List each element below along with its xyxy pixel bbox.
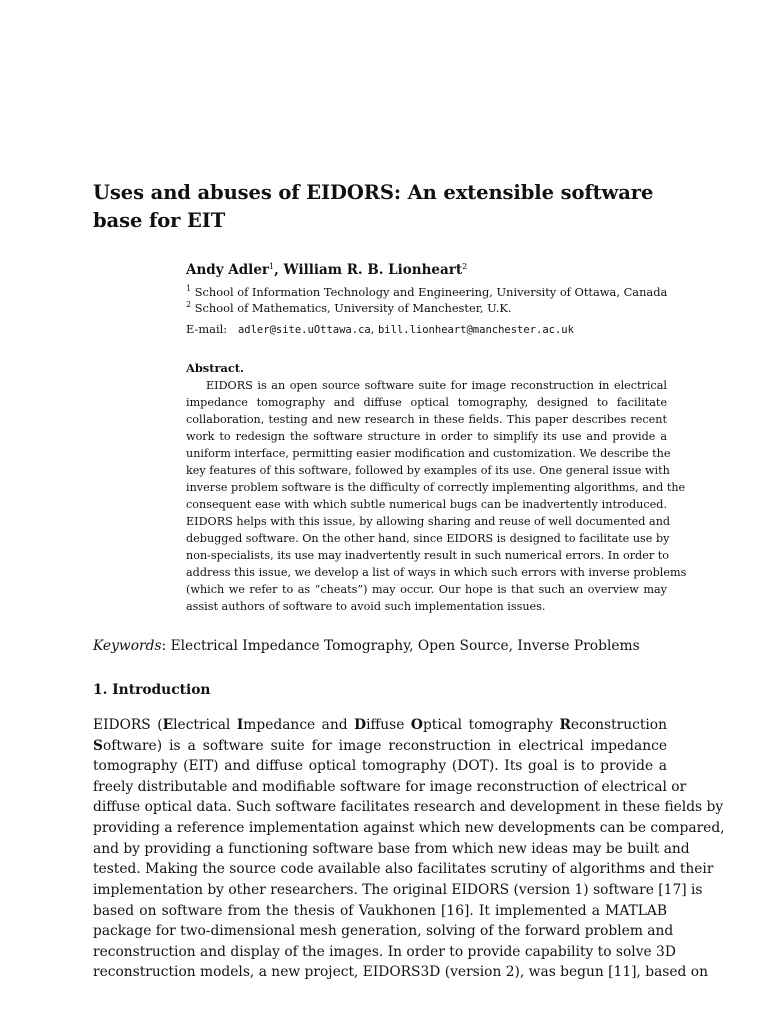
affiliation bbox=[186, 284, 667, 300]
author-name: William R. B. Lionheart bbox=[283, 262, 463, 278]
acronym-letter: R bbox=[559, 717, 571, 733]
acronym-letter: O bbox=[410, 717, 423, 733]
keywords-label: Keywords bbox=[93, 638, 162, 654]
title-line: Uses and abuses of EIDORS: An extensible software bbox=[93, 181, 654, 204]
abstract-line: EIDORS is an open source software suite for image reconstruction in electrical bbox=[206, 379, 667, 392]
email-line bbox=[186, 321, 574, 338]
text-run: oftware) is a software suite for image reconstruction in electrical impedance bbox=[102, 738, 667, 754]
abstract-line: collaboration, testing and new research in these fields. This paper describes recent bbox=[186, 413, 667, 426]
paper-title bbox=[93, 179, 683, 235]
text-run: iffuse bbox=[366, 717, 411, 733]
acronym-letter: D bbox=[354, 717, 367, 733]
abstract-line: work to redesign the software structure in order to simplify its use and provide a bbox=[186, 430, 667, 443]
intro-line bbox=[93, 715, 667, 736]
intro-line: tomography (EIT) and diffuse optical tomography (DOT). Its goal is to provide a bbox=[93, 758, 667, 774]
acronym-letter: S bbox=[93, 738, 103, 754]
intro-line: freely distributable and modifiable software for image reconstruction of electrical or bbox=[93, 779, 687, 795]
text-run: mpedance and bbox=[243, 717, 355, 733]
abstract-line: key features of this software, followed by examples of its use. One general issue with bbox=[186, 464, 670, 477]
keywords-text: : Electrical Impedance Tomography, Open Source, Inverse Problems bbox=[161, 638, 640, 654]
abstract-line: inverse problem software is the difficulty of correctly implementing algorithms, and the bbox=[186, 481, 686, 494]
section-heading: 1. Introduction bbox=[93, 682, 211, 698]
intro-line: diffuse optical data. Such software facilitates research and development in these fields by bbox=[93, 799, 724, 815]
intro-line bbox=[93, 736, 667, 757]
abstract-line: debugged software. On the other hand, since EIDORS is designed to facilitate use by bbox=[186, 532, 670, 545]
affiliation-mark: 1 bbox=[186, 284, 192, 293]
text-run: econstruction bbox=[570, 717, 667, 733]
text-run: EIDORS ( bbox=[93, 717, 163, 733]
email-label: E-mail: bbox=[186, 322, 228, 336]
abstract-line: consequent ease with which subtle numerical bugs can be inadvertently introduced. bbox=[186, 498, 667, 511]
abstract-line: address this issue, we develop a list of ways in which such errors with inverse problems bbox=[186, 566, 687, 579]
affiliation-text: School of Information Technology and Engineering, University of Ottawa, Canada bbox=[194, 285, 668, 299]
abstract-line: EIDORS helps with this issue, by allowing sharing and reuse of well documented and bbox=[186, 515, 671, 528]
abstract-line: assist authors of software to avoid such implementation issues. bbox=[186, 600, 546, 613]
affiliation-mark: 2 bbox=[186, 300, 192, 309]
intro-line: tested. Making the source code available also facilitates scrutiny of algorithms and their bbox=[93, 861, 714, 877]
email-separator: , bbox=[370, 322, 378, 336]
intro-line: and by providing a functioning software base from which new ideas may be built and bbox=[93, 841, 690, 857]
intro-line: based on software from the thesis of Vaukhonen [16]. It implemented a MATLAB bbox=[93, 903, 667, 919]
affiliation bbox=[186, 300, 511, 316]
abstract-heading: Abstract. bbox=[186, 361, 245, 375]
author-name: Andy Adler bbox=[186, 262, 270, 278]
abstract-line: (which we refer to as “cheats”) may occur. Our hope is that such an overview may bbox=[186, 583, 667, 596]
abstract-line: non-specialists, its use may inadvertently result in such numerical errors. In order to bbox=[186, 549, 669, 562]
email-address[interactable]: adler@site.uOttawa.ca bbox=[237, 324, 371, 336]
author-separator: , bbox=[274, 262, 284, 278]
abstract-line: uniform interface, permitting easier modification and customization. We describe the bbox=[186, 447, 671, 460]
acronym-letter: I bbox=[236, 717, 244, 733]
intro-line: implementation by other researchers. The original EIDORS (version 1) software [17] is bbox=[93, 882, 703, 898]
text-run: lectrical bbox=[173, 717, 237, 733]
intro-line: reconstruction models, a new project, EIDORS3D (version 2), was begun [11], based on bbox=[93, 964, 708, 980]
intro-line: package for two-dimensional mesh generation, solving of the forward problem and bbox=[93, 923, 674, 939]
text-run: ptical tomography bbox=[422, 717, 560, 733]
affiliation-mark: 2 bbox=[462, 262, 468, 271]
email-address[interactable]: bill.lionheart@manchester.ac.uk bbox=[377, 324, 574, 336]
author-list bbox=[186, 260, 467, 280]
title-line: base for EIT bbox=[93, 209, 226, 232]
affiliation-mark: 1 bbox=[269, 262, 275, 271]
intro-line: providing a reference implementation against which new developments can be compared, bbox=[93, 820, 725, 836]
affiliation-text: School of Mathematics, University of Manchester, U.K. bbox=[194, 301, 512, 315]
keywords-line bbox=[93, 636, 640, 656]
acronym-letter: E bbox=[162, 717, 174, 733]
abstract-line: impedance tomography and diffuse optical tomography, designed to facilitate bbox=[186, 396, 667, 409]
intro-line: reconstruction and display of the images. In order to provide capability to solve 3D bbox=[93, 944, 676, 960]
